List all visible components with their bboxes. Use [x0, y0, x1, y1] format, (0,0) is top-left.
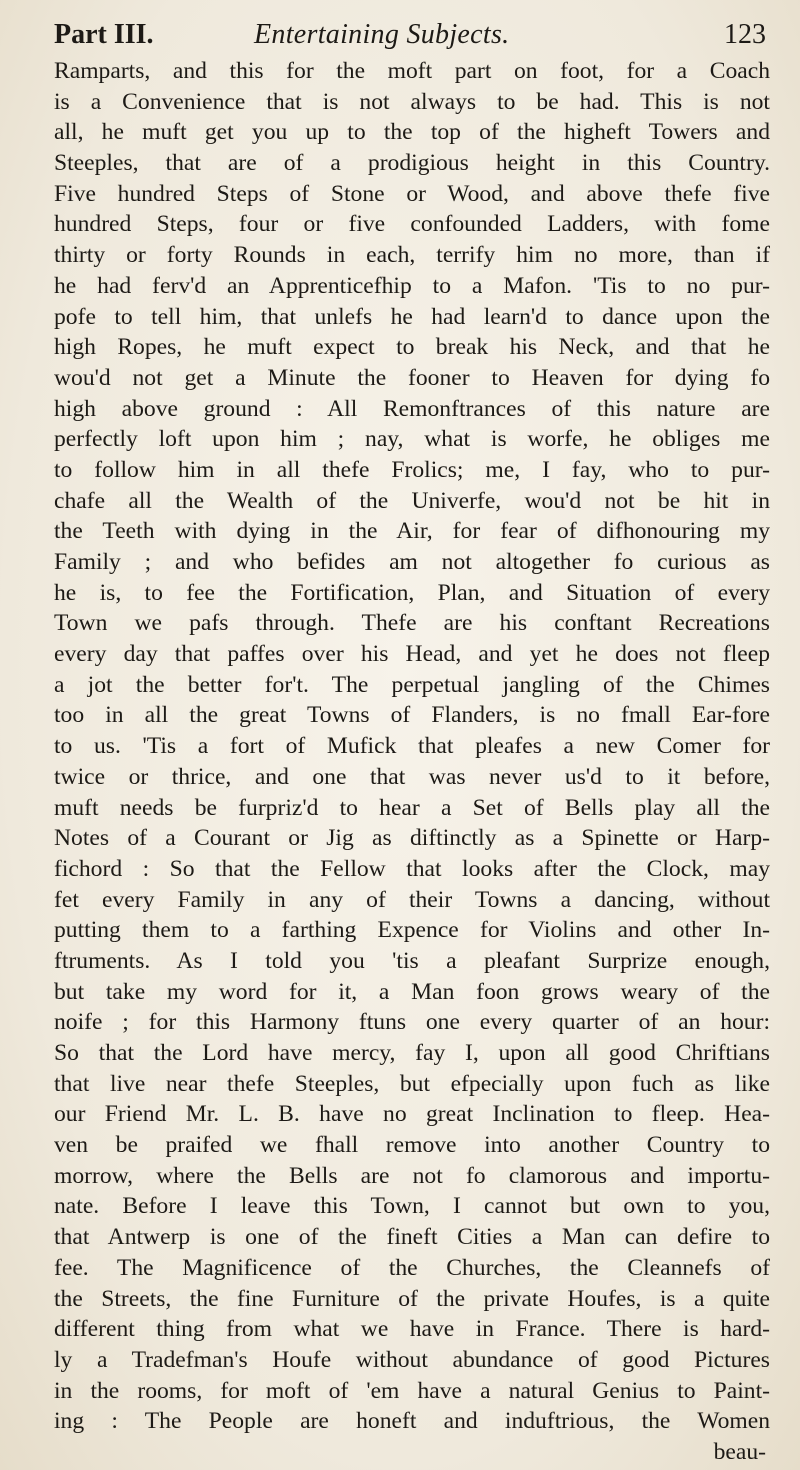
catchword: beau- [713, 1438, 766, 1465]
text-line: Notes of a Courant or Jig as diftinctly as a Spinette or Harp- [54, 825, 770, 852]
text-line: that live near thefe Steeples, but efpecially upon fuch as like [54, 1070, 770, 1097]
text-line: Family ; and who befides am not altogether fo curious as [54, 549, 770, 575]
text-line: high above ground : All Remonftrances of this nature are [54, 395, 770, 422]
text-line: ing : The People are honeft and induftrious, the Women [54, 1408, 770, 1435]
text-line: the Teeth with dying in the Air, for fear of difhonouring my [54, 518, 770, 545]
text-line: our Friend Mr. L. B. have no great Inclination to fleep. Hea- [54, 1101, 770, 1128]
text-line: different thing from what we have in France. There is hard- [54, 1316, 770, 1343]
text-line: twice or thrice, and one that was never us'd to it before, [54, 763, 770, 790]
text-line: putting them to a farthing Expence for Violins and other In- [54, 917, 770, 944]
text-line: fee. The Magnificence of the Churches, the Cleannefs of [54, 1254, 770, 1281]
text-line: in the rooms, for moft of 'em have a natural Genius to Paint- [54, 1377, 770, 1404]
text-line: that Antwerp is one of the fineft Cities a Man can defire to [54, 1224, 770, 1251]
text-line: ven be praifed we fhall remove into another Country to [54, 1132, 770, 1159]
text-line: to us. 'Tis a fort of Mufick that pleafes a new Comer for [54, 733, 770, 760]
body-text [54, 56, 770, 1468]
text-line: muft needs be furpriz'd to hear a Set of Bells play all the [54, 794, 770, 821]
part-label: Part III. [54, 19, 154, 50]
text-line: high Ropes, he muft expect to break his Neck, and that he [54, 334, 770, 361]
text-line: is a Convenience that is not always to be had. This is not [54, 88, 770, 115]
text-line: he is, to fee the Fortification, Plan, and Situation of every [54, 579, 770, 606]
text-line: but take my word for it, a Man foon grows weary of the [54, 978, 770, 1005]
text-line: too in all the great Towns of Flanders, is no fmall Ear-fore [54, 702, 770, 729]
text-line: So that the Lord have mercy, fay I, upon all good Chriftians [54, 1040, 770, 1066]
text-line: noife ; for this Harmony ftuns one every quarter of an hour: [54, 1009, 770, 1036]
text-line: Steeples, that are of a prodigious height in this Country. [54, 150, 770, 177]
text-line: all, he muft get you up to the top of the higheft Towers and [54, 119, 770, 146]
text-line: ly a Tradefman's Houfe without abundance of good Pictures [54, 1346, 770, 1373]
running-header [54, 12, 774, 58]
text-line: chafe all the Wealth of the Univerfe, wou'd not be hit in [54, 487, 770, 514]
text-line: he had ferv'd an Apprenticefhip to a Mafon. 'Tis to no pur- [54, 272, 770, 299]
text-line: nate. Before I leave this Town, I cannot but own to you, [54, 1193, 770, 1220]
text-line: Town we pafs through. Thefe are his conftant Recreations [54, 610, 770, 637]
text-line: the Streets, the fine Furniture of the private Houfes, is a quite [54, 1285, 770, 1312]
text-line: every day that paffes over his Head, and yet he does not fleep [54, 641, 770, 668]
text-line: fet every Family in any of their Towns a dancing, without [54, 886, 770, 913]
text-line: hundred Steps, four or five confounded Ladders, with fome [54, 211, 770, 238]
text-line: ftruments. As I told you 'tis a pleafant Surprize enough, [54, 947, 770, 974]
running-title: Entertaining Subjects. [254, 19, 510, 50]
text-line: Ramparts, and this for the moft part on foot, for a Coach [54, 58, 770, 84]
text-line: wou'd not get a Minute the fooner to Heaven for dying fo [54, 364, 770, 391]
text-line: thirty or forty Rounds in each, terrify him no more, than if [54, 242, 770, 269]
text-line: a jot the better for't. The perpetual jangling of the Chimes [54, 671, 770, 698]
text-line: fichord : So that the Fellow that looks after the Clock, may [54, 855, 770, 882]
text-line: pofe to tell him, that unlefs he had learn'd to dance upon the [54, 303, 770, 330]
text-line: to follow him in all thefe Frolics; me, I fay, who to pur- [54, 456, 770, 483]
text-line: morrow, where the Bells are not fo clamorous and importu- [54, 1162, 770, 1189]
text-line: perfectly loft upon him ; nay, what is worfe, he obliges me [54, 426, 770, 453]
text-line: Five hundred Steps of Stone or Wood, and above thefe five [54, 180, 770, 207]
page-number: 123 [724, 19, 766, 50]
